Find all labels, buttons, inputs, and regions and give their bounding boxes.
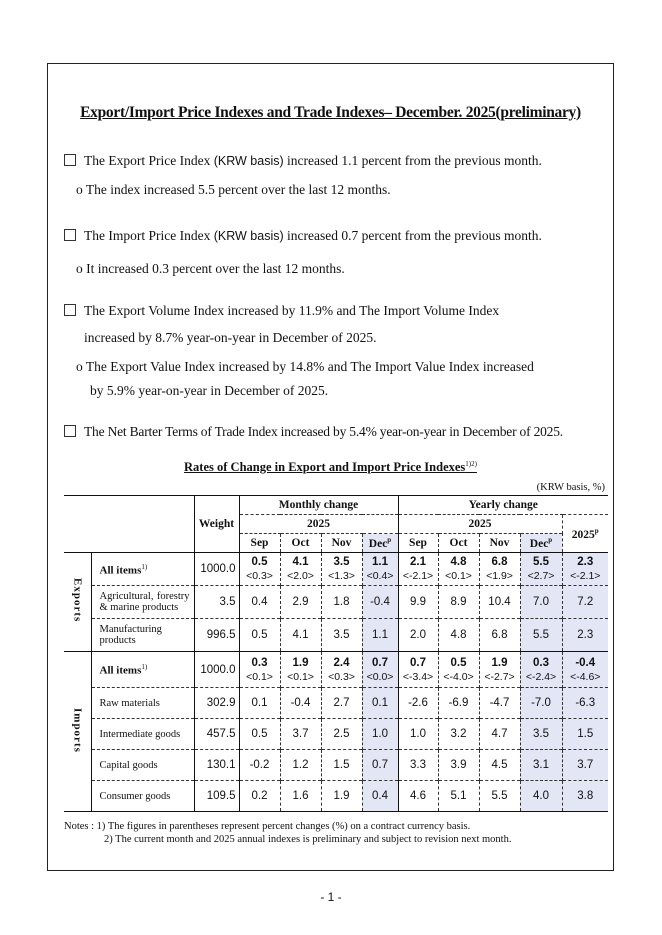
value-cell: 2.1 <-2.1> — [398, 553, 438, 586]
bullet-export-price: The Export Price Index (KRW basis) increased 1.1 percent from the previous month. — [64, 150, 595, 172]
value-cell: -0.4 <-4.6> — [562, 652, 608, 688]
checkbox-square-icon — [64, 304, 76, 316]
value-cell: 2.3 — [562, 619, 608, 652]
value-cell: 4.0 — [520, 781, 562, 812]
value-cell: 5.5 — [520, 619, 562, 652]
checkbox-square-icon — [64, 229, 76, 241]
exports-group-text: Exports — [71, 578, 84, 623]
value-cell: -0.4 — [280, 688, 321, 719]
value-cell: 0.7 <0.0> — [362, 652, 398, 688]
value-cell: 1.8 — [321, 586, 362, 619]
year-month-nov: Nov — [479, 534, 520, 553]
value-cell: 1.9 — [321, 781, 362, 812]
checkbox-square-icon — [64, 154, 76, 166]
bullet-export-price-sub: o The index increased 5.5 percent over the last 12 months. — [76, 182, 391, 197]
bullet-value-index: o The Export Value Index increased by 14.8% and The Import Value Index increased by 5.9% year-on-year in December of 2025. — [76, 359, 534, 398]
bullet-terms-of-trade: The Net Barter Terms of Trade Index increased by 5.4% year-on-year in December of 2025. — [64, 421, 595, 443]
imports-group-text: Imports — [71, 707, 84, 753]
table-title: Rates of Change in Export and Import Price Indexes$^{1)2)}$ — [184, 460, 477, 475]
value-cell: 10.4 — [479, 586, 520, 619]
exports-group — [64, 553, 91, 652]
table-row-ex_agri — [64, 586, 608, 619]
table-row-im_raw — [64, 688, 608, 719]
checkbox-square-icon — [64, 425, 76, 437]
document-frame — [47, 63, 614, 871]
row-weight: 996.5 — [194, 619, 239, 652]
table-row-im_inter — [64, 719, 608, 750]
month-oct: Oct — [280, 534, 321, 553]
value-cell: 1.1 <0.4> — [362, 553, 398, 586]
table-row-im_cap — [64, 750, 608, 781]
month-nov: Nov — [321, 534, 362, 553]
row-weight: 457.5 — [194, 719, 239, 750]
value-cell: 2.0 — [398, 619, 438, 652]
value-cell: 7.0 — [520, 586, 562, 619]
value-cell: -0.2 — [239, 750, 280, 781]
value-cell: 0.5 <0.3> — [239, 553, 280, 586]
value-cell: 1.5 — [562, 719, 608, 750]
value-cell: 4.8 <0.1> — [438, 553, 479, 586]
value-cell: 3.7 — [562, 750, 608, 781]
value-cell: -6.3 — [562, 688, 608, 719]
yearly-header: Yearly change — [398, 496, 608, 515]
value-cell: 0.1 — [362, 688, 398, 719]
value-cell: 0.1 — [239, 688, 280, 719]
value-cell: 3.9 — [438, 750, 479, 781]
row-label: Intermediate goods — [91, 719, 194, 750]
value-cell: 4.5 — [479, 750, 520, 781]
row-label: Manufacturing products — [91, 619, 194, 652]
value-cell: 0.4 — [239, 586, 280, 619]
row-label: All items$^{1)}$ — [91, 652, 194, 688]
value-cell: 1.9 <-2.7> — [479, 652, 520, 688]
value-cell: 6.8 — [479, 619, 520, 652]
year-month-dec: Dec$^p$ — [520, 534, 562, 553]
document-title: Export/Import Price Indexes and Trade Indexes– December. 2025(preliminary) — [80, 104, 581, 121]
value-cell: 5.5 — [479, 781, 520, 812]
month-sep: Sep — [239, 534, 280, 553]
value-cell: -7.0 — [520, 688, 562, 719]
row-weight: 130.1 — [194, 750, 239, 781]
value-cell: 1.0 — [362, 719, 398, 750]
row-label: Raw materials — [91, 688, 194, 719]
price-index-table — [64, 495, 608, 812]
value-cell: 3.5 <1.3> — [321, 553, 362, 586]
table-row-im_cons — [64, 781, 608, 812]
value-cell: 3.8 — [562, 781, 608, 812]
value-cell: 3.2 — [438, 719, 479, 750]
imports-group — [64, 652, 91, 812]
weight-header: Weight — [194, 496, 239, 553]
table-row-ex_manu — [64, 619, 608, 652]
value-cell: 0.4 — [362, 781, 398, 812]
value-cell: 3.7 — [280, 719, 321, 750]
month-dec: Dec$^p$ — [362, 534, 398, 553]
value-cell: 8.9 — [438, 586, 479, 619]
value-cell: 4.7 — [479, 719, 520, 750]
value-cell: 5.1 — [438, 781, 479, 812]
row-label: Agricultural, forestry & marine products — [91, 586, 194, 619]
value-cell: 7.2 — [562, 586, 608, 619]
value-cell: 9.9 — [398, 586, 438, 619]
value-cell: 1.5 — [321, 750, 362, 781]
value-cell: 4.8 — [438, 619, 479, 652]
annual-header: 2025$^p$ — [562, 515, 608, 553]
value-cell: 0.7 <-3.4> — [398, 652, 438, 688]
value-cell: 3.1 — [520, 750, 562, 781]
value-cell: 4.1 — [280, 619, 321, 652]
value-cell: 0.3 <0.1> — [239, 652, 280, 688]
row-weight: 3.5 — [194, 586, 239, 619]
row-label: Capital goods — [91, 750, 194, 781]
value-cell: 4.1 <2.0> — [280, 553, 321, 586]
value-cell: 3.3 — [398, 750, 438, 781]
value-cell: -4.7 — [479, 688, 520, 719]
row-label: All items$^{1)}$ — [91, 553, 194, 586]
value-cell: -2.6 — [398, 688, 438, 719]
value-cell: 1.6 — [280, 781, 321, 812]
value-cell: -6.9 — [438, 688, 479, 719]
page-number: - 1 - — [320, 890, 342, 904]
value-cell: 2.4 <0.3> — [321, 652, 362, 688]
monthly-year: 2025 — [239, 515, 398, 534]
notes: Notes : 1) The figures in parentheses represent percent changes (%) on a contract currency basis. 2) The current month and 2025 annual indexes is preliminary and subject to revision next month. — [64, 821, 512, 845]
value-cell: 1.1 — [362, 619, 398, 652]
row-weight: 1000.0 — [194, 652, 239, 688]
row-label: Consumer goods — [91, 781, 194, 812]
value-cell: 0.5 — [239, 619, 280, 652]
value-cell: 6.8 <1.9> — [479, 553, 520, 586]
header-row-1 — [64, 496, 608, 515]
value-cell: 1.9 <0.1> — [280, 652, 321, 688]
table-row-ex_all — [64, 553, 608, 586]
row-weight: 302.9 — [194, 688, 239, 719]
value-cell: 3.5 — [321, 619, 362, 652]
value-cell: 5.5 <2.7> — [520, 553, 562, 586]
value-cell: 0.3 <-2.4> — [520, 652, 562, 688]
year-month-oct: Oct — [438, 534, 479, 553]
value-cell: 3.5 — [520, 719, 562, 750]
value-cell: -0.4 — [362, 586, 398, 619]
value-cell: 2.5 — [321, 719, 362, 750]
table-unit: (KRW basis, %) — [536, 482, 605, 493]
value-cell: 4.6 — [398, 781, 438, 812]
year-month-sep: Sep — [398, 534, 438, 553]
value-cell: 2.9 — [280, 586, 321, 619]
row-weight: 109.5 — [194, 781, 239, 812]
value-cell: 2.3 <-2.1> — [562, 553, 608, 586]
value-cell: 1.2 — [280, 750, 321, 781]
yearly-year: 2025 — [398, 515, 562, 534]
bullet-volume-index: The Export Volume Index increased by 11.9% and The Import Volume Index increased by 8.7% year-on-year in December of 2025. — [64, 300, 595, 349]
value-cell: 2.7 — [321, 688, 362, 719]
bullet-import-price: The Import Price Index (KRW basis) increased 0.7 percent from the previous month. — [64, 225, 595, 247]
row-weight: 1000.0 — [194, 553, 239, 586]
value-cell: 0.2 — [239, 781, 280, 812]
table-row-im_all — [64, 652, 608, 688]
value-cell: 0.5 <-4.0> — [438, 652, 479, 688]
value-cell: 0.7 — [362, 750, 398, 781]
bullet-import-price-sub: o It increased 0.3 percent over the last 12 months. — [76, 261, 345, 276]
value-cell: 1.0 — [398, 719, 438, 750]
monthly-header: Monthly change — [239, 496, 398, 515]
value-cell: 0.5 — [239, 719, 280, 750]
